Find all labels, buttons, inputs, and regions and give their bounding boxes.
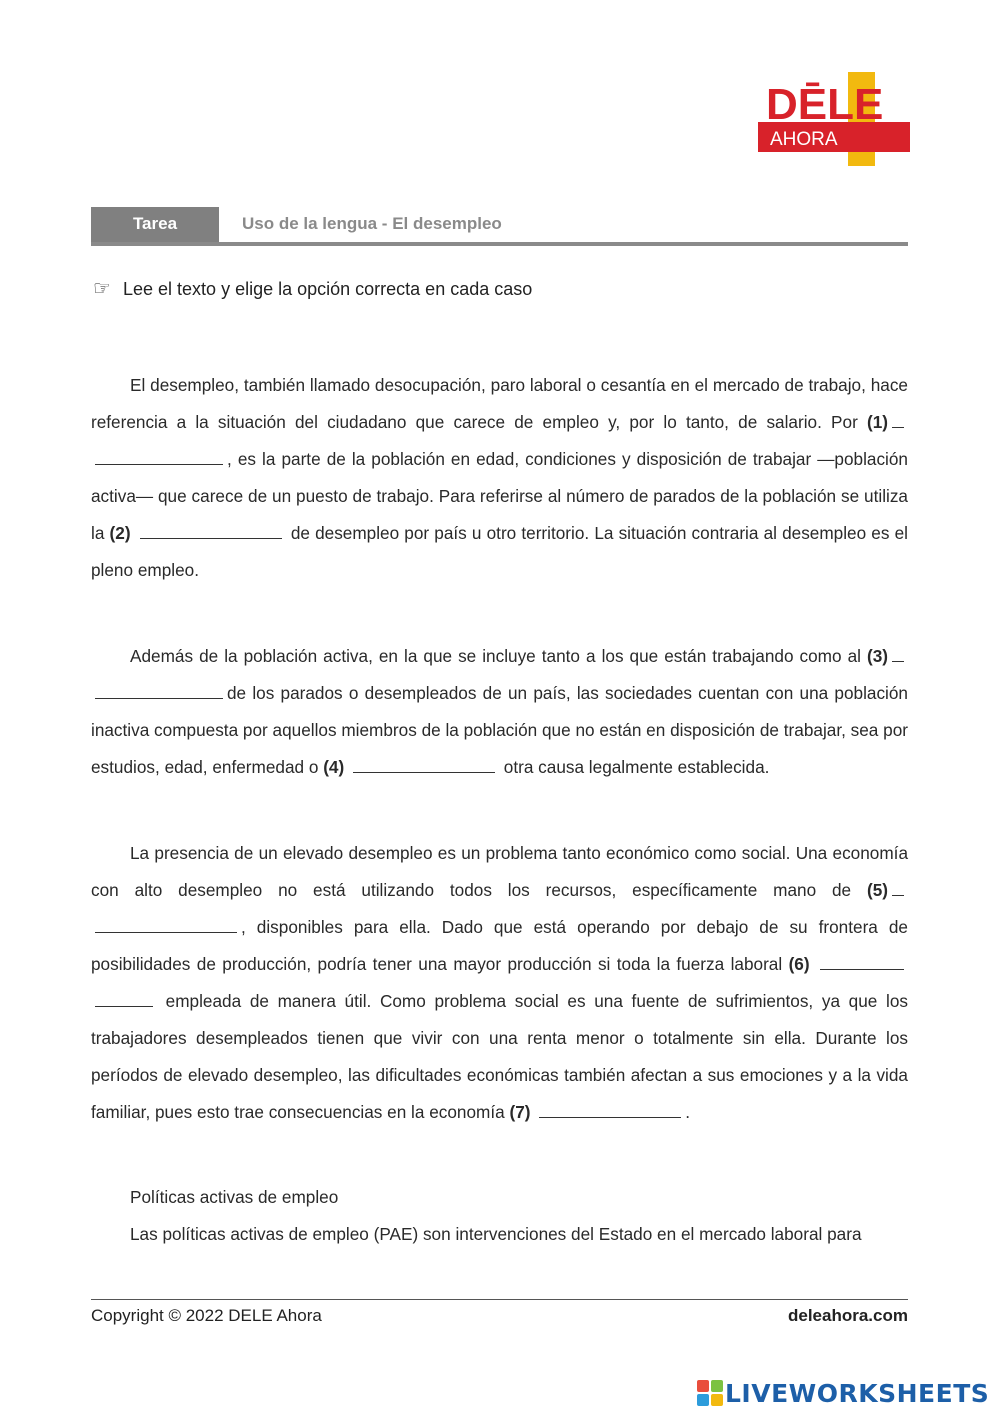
footer-divider: [91, 1299, 908, 1300]
liveworksheets-icon: [697, 1380, 723, 1406]
paragraph-text: El desempleo, también llamado desocupación, paro laboral o cesantía en el mercado de trabajo, hace referencia a la situación del ciudadano que carece de empleo y, por lo tanto, de salario. Por: [91, 375, 908, 432]
answer-blank-5[interactable]: [892, 879, 904, 896]
paragraph-text: empleada de manera útil. Como problema social es una fuente de sufrimientos, ya que los trabajadores desempleados tienen que vivir con una renta menor o totalmente sin ella. Durante los períodos de elevado desempleo, las dificultades económicas también afectan a sus emociones y a la vida familiar, pues esto trae consecuencias en la economía: [91, 991, 908, 1122]
paragraph-text: otra causa legalmente establecida.: [503, 757, 770, 777]
liveworksheets-text: LIVEWORKSHEETS: [725, 1378, 990, 1408]
logo-brand-text: DĒLE: [766, 80, 884, 129]
gap-number-3: (3): [866, 646, 888, 666]
dele-ahora-logo: [758, 70, 910, 170]
answer-blank-6[interactable]: [820, 953, 904, 970]
answer-blank-5-cont[interactable]: [95, 916, 237, 933]
gap-number-7: (7): [509, 1102, 531, 1122]
copyright-text: Copyright © 2022 DELE Ahora: [91, 1306, 322, 1325]
pointing-hand-icon: ☞: [93, 278, 111, 300]
gap-number-6: (6): [788, 954, 810, 974]
task-title: Uso de la lengua - El desempleo: [242, 214, 502, 233]
answer-blank-7[interactable]: [539, 1101, 681, 1118]
answer-blank-6-cont[interactable]: [95, 990, 153, 1007]
task-divider: [91, 242, 908, 246]
task-header: [91, 207, 908, 247]
gap-number-1: (1): [866, 412, 888, 432]
gap-number-4: (4): [323, 757, 345, 777]
paragraph-text: La presencia de un elevado desempleo es un problema tanto económico como social. Una economía con alto desempleo no está utilizando todos los recursos, específicamente mano de: [91, 843, 908, 900]
task-tab-label: Tarea: [91, 207, 219, 243]
section-heading: Políticas activas de empleo: [130, 1187, 339, 1207]
paragraph-text: Las políticas activas de empleo (PAE) son intervenciones del Estado en el mercado laboral para: [130, 1224, 862, 1244]
paragraph-text: de los parados o desempleados de un país, las sociedades cuentan con una población inactiva compuesta por aquellos miembros de la población que no están en disposición de trabajar, sea por estudios, edad, enfermedad o: [91, 683, 908, 777]
paragraph-3: [91, 835, 908, 1131]
paragraph-2: [91, 638, 908, 786]
instruction-text: Lee el texto y elige la opción correcta en cada caso: [123, 279, 533, 299]
answer-blank-2[interactable]: [140, 522, 282, 539]
site-link[interactable]: deleahora.com: [788, 1306, 908, 1325]
paragraph-text: de desempleo por país u otro territorio. La situación contraria al desempleo es el pleno empleo.: [91, 523, 908, 580]
paragraph-text: , es la parte de la población en edad, condiciones y disposición de trabajar —población activa— que carece de un puesto de trabajo. Para referirse al número de parados de la población se utiliza la: [91, 449, 908, 543]
answer-blank-1[interactable]: [892, 411, 904, 428]
gap-number-5: (5): [866, 880, 888, 900]
paragraph-4: [91, 1179, 908, 1253]
paragraph-text: .: [685, 1102, 691, 1122]
paragraph-1: [91, 367, 908, 589]
answer-blank-4[interactable]: [353, 756, 495, 773]
liveworksheets-watermark: [697, 1378, 989, 1408]
answer-blank-3-cont[interactable]: [95, 682, 223, 699]
paragraph-text: Además de la población activa, en la que se incluye tanto a los que están trabajando como al: [130, 646, 861, 666]
gap-number-2: (2): [109, 523, 131, 543]
paragraph-text: , disponibles para ella. Dado que está operando por debajo de su frontera de posibilidades de producción, podría tener una mayor producción si toda la fuerza laboral: [91, 917, 908, 974]
logo-sub-text: AHORA: [770, 129, 838, 150]
instruction: [93, 276, 532, 301]
answer-blank-3[interactable]: [892, 645, 904, 662]
answer-blank-1-cont[interactable]: [95, 448, 223, 465]
